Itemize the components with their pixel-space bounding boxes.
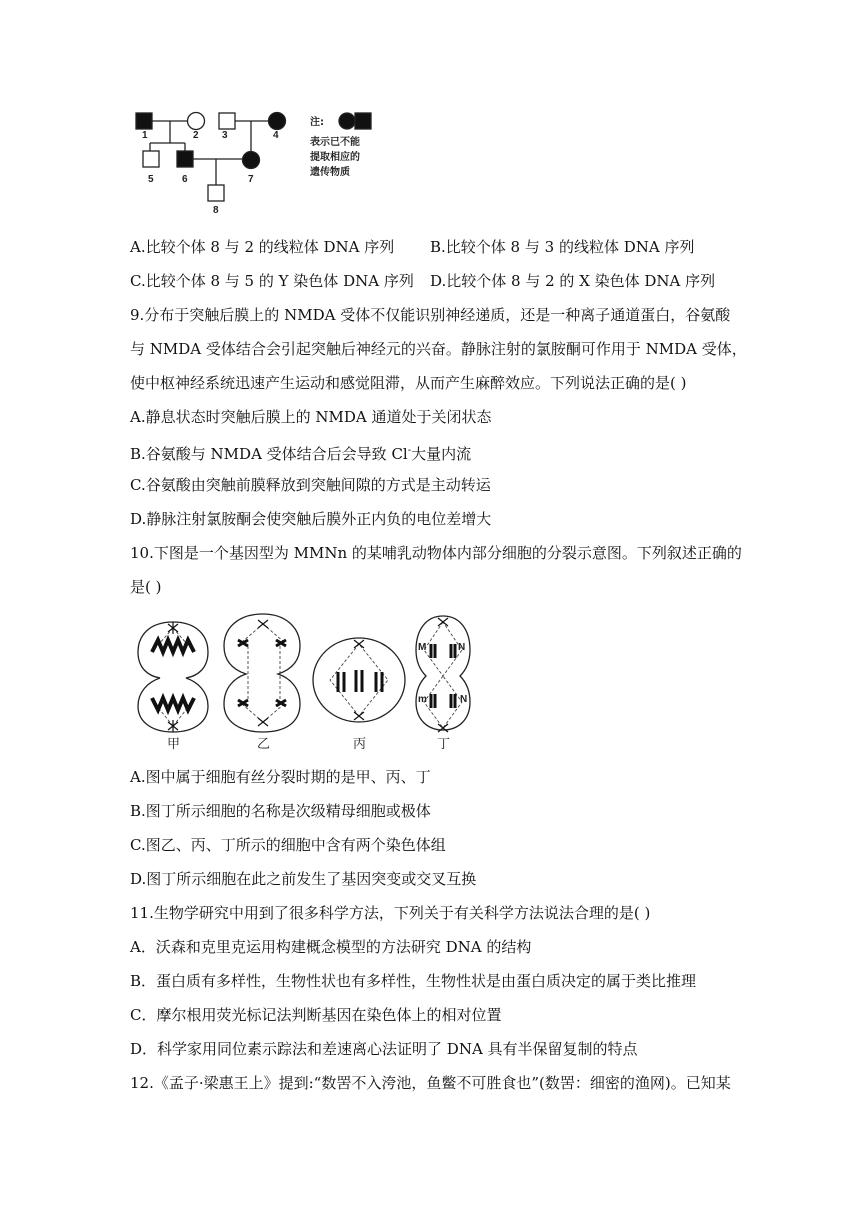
q10-option-b: B.图丁所示细胞的名称是次级精母细胞或极体 xyxy=(130,802,431,820)
pedigree-label-3: 3 xyxy=(222,130,228,141)
q9-option-d: D.静脉注射氯胺酮会使突触后膜外正内负的电位差增大 xyxy=(130,510,492,528)
gene-label-2: N xyxy=(458,642,466,653)
pedigree-label-2: 2 xyxy=(193,130,199,141)
pedigree-note-title: 注: xyxy=(310,117,324,128)
q9-option-a: A.静息状态时突触后膜上的 NMDA 通道处于关闭状态 xyxy=(130,408,492,426)
q11-option-d: D．科学家用同位素示踪法和差速离心法证明了 DNA 具有半保留复制的特点 xyxy=(130,1040,638,1058)
q12-stem: 12.《孟子·梁惠王上》提到:“数罟不入洿池，鱼鳖不可胜食也”(数罟：细密的渔网)。已知某 xyxy=(130,1074,731,1092)
q8-option-b: B.比较个体 8 与 3 的线粒体 DNA 序列 xyxy=(430,238,695,256)
pedigree-note-line-1: 表示已不能 xyxy=(310,137,360,148)
pedigree-diagram xyxy=(130,105,390,215)
q10-stem-line-2: 是( ) xyxy=(130,578,162,596)
q11-stem: 11.生物学研究中用到了很多科学方法，下列关于有关科学方法说法合理的是( ) xyxy=(130,904,651,922)
q10-option-c: C.图乙、丙、丁所示的细胞中含有两个染色体组 xyxy=(130,836,446,854)
cell-division-figure xyxy=(130,610,490,750)
pedigree-note-line-2: 提取相应的 xyxy=(310,152,360,163)
cell-caption-ding: 丁 xyxy=(437,737,451,750)
cell-caption-jia: 甲 xyxy=(167,737,181,750)
q10-option-d: D.图丁所示细胞在此之前发生了基因突变或交叉互换 xyxy=(130,870,477,888)
q9-option-b-sup: - xyxy=(407,445,412,456)
q8-option-a: A.比较个体 8 与 2 的线粒体 DNA 序列 xyxy=(130,238,395,256)
q9-option-c: C.谷氨酸由突触前膜释放到突触间隙的方式是主动转运 xyxy=(130,476,491,494)
q8-option-c: C.比较个体 8 与 5 的 Y 染色体 DNA 序列 xyxy=(130,272,414,290)
q11-option-c: C．摩尔根用荧光标记法判断基因在染色体上的相对位置 xyxy=(130,1006,502,1024)
pedigree-label-4: 4 xyxy=(273,130,279,141)
cell-caption-yi: 乙 xyxy=(257,737,271,750)
q10-option-a: A.图中属于细胞有丝分裂时期的是甲、丙、丁 xyxy=(130,768,431,786)
gene-label-4: N xyxy=(460,694,468,705)
q9-stem-line-3: 使中枢神经系统迅速产生运动和感觉阻滞，从而产生麻醉效应。下列说法正确的是( ) xyxy=(130,374,687,392)
pedigree-note-line-3: 遗传物质 xyxy=(310,167,350,178)
cell-caption-bing: 丙 xyxy=(353,737,367,750)
gene-label-1: M xyxy=(418,642,427,653)
q11-option-b: B．蛋白质有多样性，生物性状也有多样性，生物性状是由蛋白质决定的属于类比推理 xyxy=(130,972,697,990)
q9-option-b-text: B.谷氨酸与 NMDA 受体结合后会导致 Cl xyxy=(130,445,408,463)
q8-option-d: D.比较个体 8 与 2 的 X 染色体 DNA 序列 xyxy=(430,272,716,290)
pedigree-label-5: 5 xyxy=(148,174,154,185)
pedigree-label-1: 1 xyxy=(142,130,148,141)
pedigree-label-7: 7 xyxy=(248,174,254,185)
q9-stem-line-1: 9.分布于突触后膜上的 NMDA 受体不仅能识别神经递质，还是一种离子通道蛋白，谷氨酸 xyxy=(130,306,731,324)
q9-stem-line-2: 与 NMDA 受体结合会引起突触后神经元的兴奋。静脉注射的氯胺酮可作用于 NMDA 受体， xyxy=(130,340,747,358)
pedigree-label-6: 6 xyxy=(182,174,188,185)
gene-label-3: m xyxy=(418,694,427,705)
q11-option-a: A．沃森和克里克运用构建概念模型的方法研究 DNA 的结构 xyxy=(130,938,532,956)
q9-option-b-tail: 大量内流 xyxy=(411,445,472,463)
q9-option-b xyxy=(130,441,471,464)
q10-stem-line-1: 10.下图是一个基因型为 MMNn 的某哺乳动物体内部分细胞的分裂示意图。下列叙述正确的 xyxy=(130,544,742,562)
pedigree-label-8: 8 xyxy=(213,205,219,215)
